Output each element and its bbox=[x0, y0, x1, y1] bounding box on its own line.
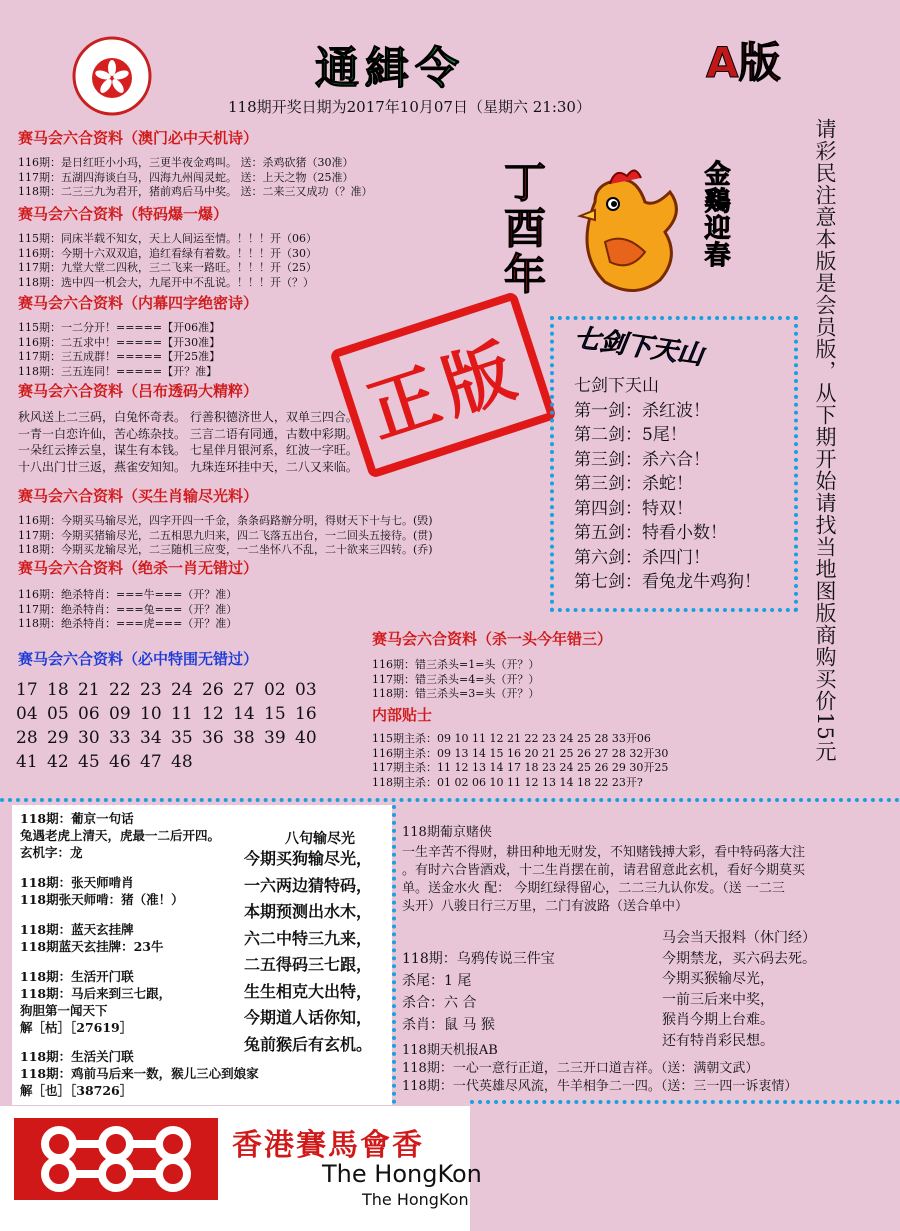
list-item: 还有特肖彩民想。 bbox=[662, 1032, 774, 1049]
list-item: 116期：是日红旺小小玛，三更半夜金鸡叫。 送：杀鸡砍猪（30准） bbox=[18, 156, 354, 169]
list-item: 118期：蓝天玄挂牌 bbox=[20, 922, 134, 937]
list-item: 115期：一二分开！=====【开06准】 bbox=[18, 321, 221, 334]
list-item: 生生相克大出特， bbox=[244, 981, 373, 1001]
list-item: 118期主杀：01 02 06 10 11 12 13 14 18 22 23开? bbox=[372, 775, 643, 789]
list-item: 今期买狗输尽光， bbox=[244, 849, 373, 868]
block-one-sentence bbox=[20, 810, 220, 861]
member-notice: 请彩民注意本版是会员版，从下期开始请找当地图版商购买价15元 bbox=[813, 118, 837, 763]
list-item: 第五剑：特看小数！ bbox=[574, 523, 727, 543]
section-title-zodiac-lose: 赛马会六合资料（买生肖输尽光料） bbox=[18, 487, 259, 505]
section-special-code bbox=[18, 232, 317, 290]
section-title-four-char-poem: 赛马会六合资料（内幕四字绝密诗） bbox=[18, 294, 259, 312]
list-item: 117期：五湖四海谈白马，四海九州闯灵蛇。 送：上天之物（25准） bbox=[18, 170, 354, 184]
section-kill-one-zodiac bbox=[18, 588, 237, 632]
section-title-lvbu-code: 赛马会六合资料（吕布透码大精粹） bbox=[18, 382, 259, 400]
year-text: 丁酉年 bbox=[498, 160, 547, 298]
number-row: 41 42 45 46 47 48 bbox=[16, 752, 193, 772]
list-item: 解［枯］［27619］ bbox=[20, 1020, 133, 1035]
emblem-icon bbox=[72, 36, 152, 116]
section-title-macau-poem: 赛马会六合资料（澳门必中天机诗） bbox=[18, 129, 259, 147]
section-kill-head bbox=[372, 658, 539, 702]
number-grid bbox=[16, 678, 326, 774]
list-item: 六二中特三九来， bbox=[244, 928, 373, 948]
seven-swords-list bbox=[574, 374, 761, 595]
list-item: 118期：生活关门联 bbox=[20, 1049, 134, 1064]
edition-label: A版 bbox=[706, 38, 781, 87]
footer-dotted-line bbox=[470, 1100, 900, 1104]
list-item: 七剑下天山 bbox=[574, 376, 659, 396]
list-item: 第七剑：看兔龙牛鸡狗！ bbox=[574, 572, 761, 592]
list-item: 118期：马后来到三七跟， bbox=[20, 986, 172, 1001]
genuine-stamp bbox=[329, 291, 557, 479]
draw-date: 118期开奖日期为2017年10月07日（星期六 21:30） bbox=[228, 98, 591, 116]
list-item: 杀肖：鼠 马 猴 bbox=[402, 1017, 495, 1033]
list-item: 117期：绝杀特肖：===兔===（开？准） bbox=[18, 602, 238, 616]
list-item: 118期：生活开门联 bbox=[20, 969, 134, 984]
list-item: 一前三后来中奖， bbox=[662, 991, 774, 1008]
list-item: 第二剑：5尾！ bbox=[574, 425, 687, 445]
dotted-column-divider bbox=[392, 805, 396, 1120]
block-crow-legend bbox=[402, 948, 555, 1036]
list-item: 118期：绝杀特肖：===虎===（开？准） bbox=[18, 617, 238, 630]
block-gamble-hero bbox=[402, 824, 884, 916]
list-item: 第六剑：杀四门！ bbox=[574, 547, 710, 568]
list-item: 兔前猴后有玄机。 bbox=[244, 1034, 373, 1054]
section-title-kill-head: 赛马会六合资料（杀一头今年错三） bbox=[372, 630, 613, 648]
list-item: 玄机字：龙 bbox=[20, 845, 83, 860]
list-item: 117期：九堂大堂二四秋，三二飞来一路旺。！！！开（25） bbox=[18, 261, 317, 274]
number-row: 17 18 21 22 23 24 26 27 02 03 bbox=[16, 680, 317, 700]
list-item: 115期主杀：09 10 11 12 21 22 23 24 25 28 33开06 bbox=[372, 732, 651, 745]
list-item: 第三剑：杀六合！ bbox=[574, 449, 710, 470]
block-title: 118期天机报AB bbox=[402, 1043, 498, 1058]
section-zodiac-lose bbox=[18, 514, 433, 558]
list-item: 116期主杀：09 13 14 15 16 20 21 25 26 27 28 32开30 bbox=[372, 746, 669, 760]
list-item: 116期：今期十六双双追，追红看绿有着数。！！！开（30） bbox=[18, 246, 317, 260]
list-item: 单。送金水火 配： 今期红绿得留心，二二三九认你发。（送 一二三 bbox=[402, 881, 785, 896]
rooster-icon bbox=[565, 162, 695, 302]
block-tianji-ab bbox=[402, 1042, 797, 1096]
list-item: 117期：今期买猪输尽光，二五相思九归来，四二飞落五出台，一二回头五接待。(贯) bbox=[18, 528, 433, 542]
slogan-text: 金鷄迎春 bbox=[700, 160, 730, 268]
list-item: 本期预测出水木， bbox=[244, 902, 373, 921]
list-item: 118期：二三三九为君开，猪前鸡后马中奖。 送：二来三又成功（？准） bbox=[18, 185, 373, 198]
list-item: 一六两边猜特码， bbox=[244, 875, 373, 895]
list-item: 第一剑：杀红波！ bbox=[574, 400, 710, 421]
list-item: 马会当天报料（休门经） bbox=[662, 930, 816, 946]
seven-swords-banner: 七剑下天山 bbox=[572, 323, 706, 371]
list-item: 118期张天师啃：猪（准！） bbox=[20, 892, 184, 907]
list-item: 116期：绝杀特肖：===牛===（开？准） bbox=[18, 588, 238, 601]
list-item: 猴肖今期上台难。 bbox=[662, 1012, 774, 1028]
list-item: 解［也］［38726］ bbox=[20, 1083, 133, 1098]
list-item: 116期：今期买马输尽光，四字开四一千金，条条码路辦分明，得财天下十与七。(毁) bbox=[18, 514, 433, 527]
list-item: 一青一白恋许仙，苦心练杂技。 三言二语有同通，古数中彩期。 bbox=[18, 426, 358, 441]
list-item: 116期：二五求中！=====【开30准】 bbox=[18, 335, 221, 349]
poem-block bbox=[244, 846, 372, 1058]
block-daily-report bbox=[662, 928, 816, 1051]
page-title: 通緝令 bbox=[315, 43, 465, 94]
list-item: 118期：乌鸦传说三件宝 bbox=[402, 951, 555, 967]
section-title-insider-tips: 内部贴士 bbox=[372, 706, 433, 724]
footer-en-name: The HongKon bbox=[322, 1160, 482, 1188]
footer-en-name-2: The HongKon bbox=[362, 1190, 469, 1209]
section-title-special-code: 赛马会六合资料（特码爆一爆） bbox=[18, 205, 229, 223]
list-item: 117期：三五成群！=====【开25准】 bbox=[18, 350, 221, 363]
list-item: 116期：错三杀头=1=头（开？） bbox=[372, 658, 540, 671]
list-item: 二五得码三七跟， bbox=[244, 955, 373, 974]
list-item: 115期：同床半载不知女，天上人间运至情。！！！开（06） bbox=[18, 232, 317, 245]
section-title-kill-one-zodiac: 赛马会六合资料（绝杀一肖无错过） bbox=[18, 559, 259, 577]
list-item: 今期买猴输尽光， bbox=[662, 971, 774, 987]
list-item: 十八出门廿三返，燕雀安知知。 九珠连环挂中天，二八又来临。 bbox=[18, 459, 358, 474]
eight-lines-title: 八句输尽光 bbox=[285, 831, 355, 847]
list-item: 118期：一代英雄尽风流，牛羊相争二一四。（送：三一四一诉衷情） bbox=[402, 1079, 798, 1094]
list-item: 118期：张天师啃肖 bbox=[20, 875, 134, 890]
footer-cn-name: 香港賽馬會香 bbox=[232, 1128, 424, 1163]
seven-swords-box bbox=[550, 316, 798, 612]
list-item: 一生辛苦不得财，耕田种地无财发，不知赌钱搏大彩，看中特码落大注 bbox=[402, 845, 806, 860]
block-title: 118期葡京赌侠 bbox=[402, 825, 492, 840]
block-open-couplet bbox=[20, 968, 171, 1036]
list-item: 头开）八骏日行三万里，二门有波路（送合单中） bbox=[402, 899, 689, 914]
list-item: 118期：鸡前马后来一数，猴儿三心到娘家 bbox=[20, 1066, 259, 1081]
list-item: 杀尾：1 尾 bbox=[402, 973, 472, 989]
list-item: 第三剑：杀蛇！ bbox=[574, 474, 693, 494]
section-insider-tips bbox=[372, 732, 668, 790]
list-item: 118期：葡京一句话 bbox=[20, 811, 134, 826]
list-item: 今期禁龙，买六码去死。 bbox=[662, 950, 816, 967]
list-item: 118期：三五连同！=====【开？准】 bbox=[18, 364, 218, 378]
list-item: 兔遇老虎上清天，虎最一二后开四。 bbox=[20, 828, 221, 843]
block-lantian-plate bbox=[20, 921, 164, 955]
list-item: 杀合：六 合 bbox=[402, 995, 477, 1011]
list-item: 117期：错三杀头=4=头（开？） bbox=[372, 672, 540, 686]
list-item: 今期道人话你知， bbox=[244, 1008, 373, 1027]
stamp-text: 正版 bbox=[357, 327, 532, 454]
section-macau-poem bbox=[18, 156, 373, 200]
jockey-club-logo bbox=[14, 1118, 218, 1200]
divider bbox=[0, 798, 900, 802]
section-title-special-range: 赛马会六合资料（必中特围无错过） bbox=[18, 650, 259, 668]
list-item: 118期：一心一意行正道，二三开口道吉祥。（送：满朝文武） bbox=[402, 1061, 759, 1076]
list-item: 118期蓝天玄挂牌：23牛 bbox=[20, 939, 164, 954]
list-item: 118期：今期买龙输尽光，二三随机三应变，一二坐怀八不乱，二十欲来三四转。(乔) bbox=[18, 543, 433, 556]
block-zhang-tianshi bbox=[20, 874, 184, 908]
number-row: 28 29 30 33 34 35 36 38 39 40 bbox=[16, 728, 317, 748]
section-four-char-poem bbox=[18, 321, 220, 379]
list-item: 118期：错三杀头=3=头（开？） bbox=[372, 687, 540, 700]
list-item: 。有时六合皆酒戏，十二生肖摆在前，请君留意此玄机，看好今期莫买 bbox=[402, 863, 806, 878]
list-item: 狗胆第一闻天下 bbox=[20, 1003, 108, 1018]
section-lvbu-code bbox=[18, 409, 358, 475]
list-item: 117期主杀：11 12 13 14 17 18 23 24 25 26 29 30开25 bbox=[372, 761, 669, 774]
list-item: 一朵红云捧云皇，谋生有本钱。 七星伴月银河系，红波一字旺。 bbox=[18, 443, 358, 457]
list-item: 秋风送上二三码，白兔怀奇表。 行善积德济世人，双单三四合。 bbox=[18, 410, 358, 424]
list-item: 第四剑：特双！ bbox=[574, 498, 693, 519]
block-close-couplet bbox=[20, 1048, 259, 1099]
number-row: 04 05 06 09 10 11 12 14 15 16 bbox=[16, 704, 317, 724]
list-item: 118期：选中四一机会大，九尾开中不乱说。！！！开（？） bbox=[18, 275, 314, 289]
